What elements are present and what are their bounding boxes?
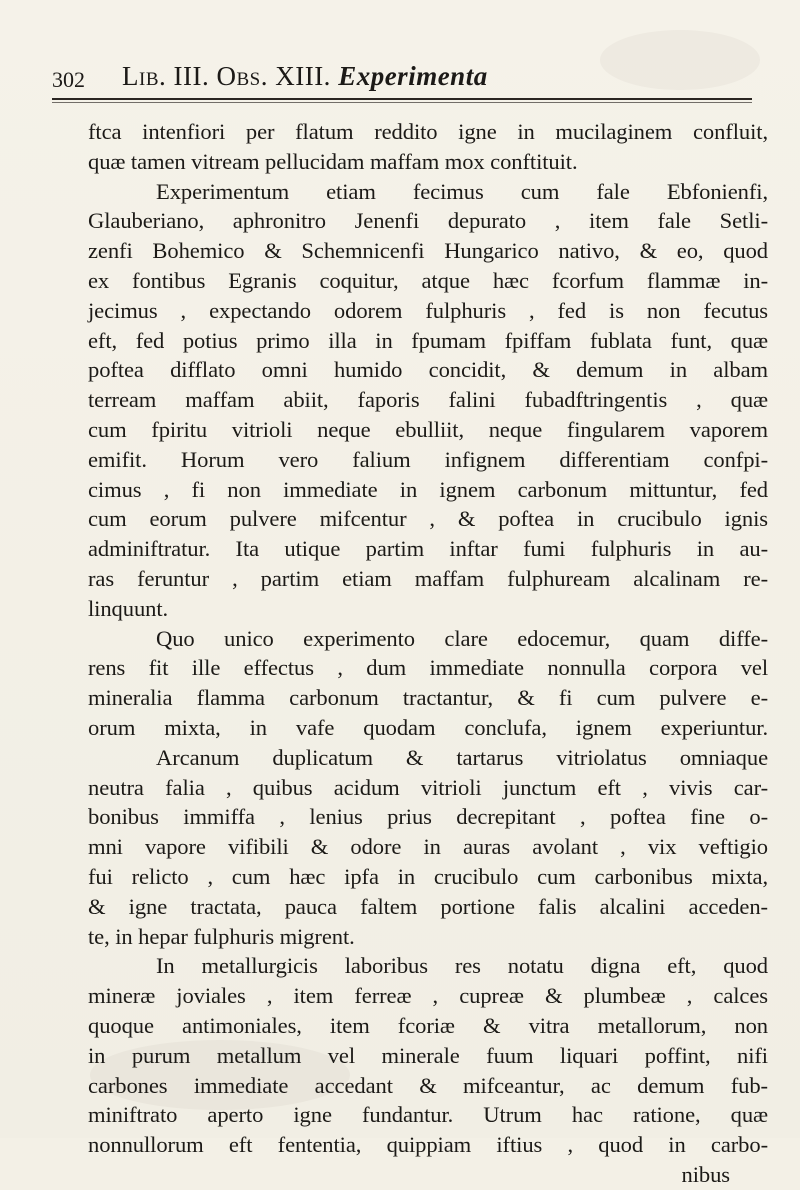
text-line: neutra falia , quibus acidum vitrioli junctum eft , vivis car-: [88, 774, 768, 800]
text-line: cum fpiritu vitrioli neque ebulliit, neque fingularem vaporem: [88, 416, 768, 442]
page-number: 302: [52, 67, 85, 92]
text-line: Arcanum duplicatum & tartarus vitriolatus omniaque: [156, 744, 768, 770]
text-line: in purum metallum vel minerale fuum liquari poffint, nifi: [88, 1042, 768, 1068]
catchword: nibus: [681, 1161, 730, 1187]
text-line: bonibus immiffa , lenius prius decrepitant , poftea fine o-: [88, 804, 768, 830]
text-line: In metallurgicis laboribus res notatu digna eft, quod: [156, 953, 768, 979]
text-line: quoque antimoniales, item fcoriæ & vitra metallorum, non: [88, 1012, 768, 1038]
text-line: ras feruntur , partim etiam maffam fulphuream alcalinam re-: [88, 565, 768, 591]
text-line: fui relicto , cum hæc ipfa in crucibulo cum carbonibus mixta,: [88, 863, 768, 889]
text-line: poftea difflato omni humido concidit, & demum in albam: [88, 357, 768, 383]
book-number: Lib. III.: [122, 61, 210, 91]
text-line: emifit. Horum vero falium infignem differentiam confpi-: [88, 446, 768, 472]
text-line: terream maffam abiit, faporis falini fubadftringentis , quæ: [88, 387, 768, 413]
body-text: [88, 117, 768, 1190]
observation-number: Obs. XIII.: [216, 61, 331, 91]
text-line: Glauberiano, aphronitro Jenenfi depurato , item fale Setli-: [88, 208, 768, 234]
text-line: carbones immediate accedant & mifceantur, ac demum fub-: [88, 1072, 768, 1098]
section-title: Experimenta: [338, 61, 488, 91]
text-line: quæ tamen vitream pellucidam maffam mox conftituit.: [88, 148, 578, 174]
running-head: [122, 58, 488, 94]
text-line: ftca intenfiori per flatum reddito igne in mucilaginem confluit,: [88, 119, 768, 144]
text-line: mni vapore vifibili & odore in auras avolant , vix veftigio: [88, 834, 768, 860]
text-line: cimus , fi non immediate in ignem carbonum mittuntur, fed: [88, 476, 768, 502]
text-line: miniftrato aperto igne fundantur. Utrum hac ratione, quæ: [88, 1102, 768, 1128]
text-line: & igne tractata, pauca faltem portione falis alcalini acceden-: [88, 893, 768, 919]
header-rule-thin: [52, 102, 752, 103]
text-line: adminiftratur. Ita utique partim inftar fumi fulphuris in au-: [88, 536, 768, 562]
text-line: zenfi Bohemico & Schemnicenfi Hungarico nativo, & eo, quod: [88, 238, 768, 264]
text-line: nonnullorum eft fententia, quippiam iftius , quod in carbo-: [88, 1132, 768, 1158]
running-header: [52, 58, 752, 94]
text-line: eft, fed potius primo illa in fpumam fpiffam fublata funt, quæ: [88, 327, 768, 353]
text-line: jecimus , expectando odorem fulphuris , fed is non fecutus: [88, 297, 768, 323]
text-line: Quo unico experimento clare edocemur, quam diffe-: [156, 625, 768, 651]
text-line: orum mixta, in vafe quodam conclufa, ignem experiuntur.: [88, 714, 768, 740]
text-line: linquunt.: [88, 595, 169, 621]
text-line: mineralia flamma carbonum tractantur, & fi cum pulvere e-: [88, 685, 768, 711]
text-line: te, in hepar fulphuris migrent.: [88, 923, 355, 949]
text-line: rens fit ille effectus , dum immediate nonnulla corpora vel: [88, 655, 768, 681]
header-rule: [52, 98, 752, 100]
text-line: Experimentum etiam fecimus cum fale Ebfonienfi,: [156, 178, 768, 204]
text-line: cum eorum pulvere mifcentur , & poftea in crucibulo ignis: [88, 506, 768, 532]
text-line: ex fontibus Egranis coquitur, atque hæc fcorfum flammæ in-: [88, 267, 768, 293]
text-line: mineræ joviales , item ferreæ , cupreæ & plumbeæ , calces: [88, 983, 768, 1009]
